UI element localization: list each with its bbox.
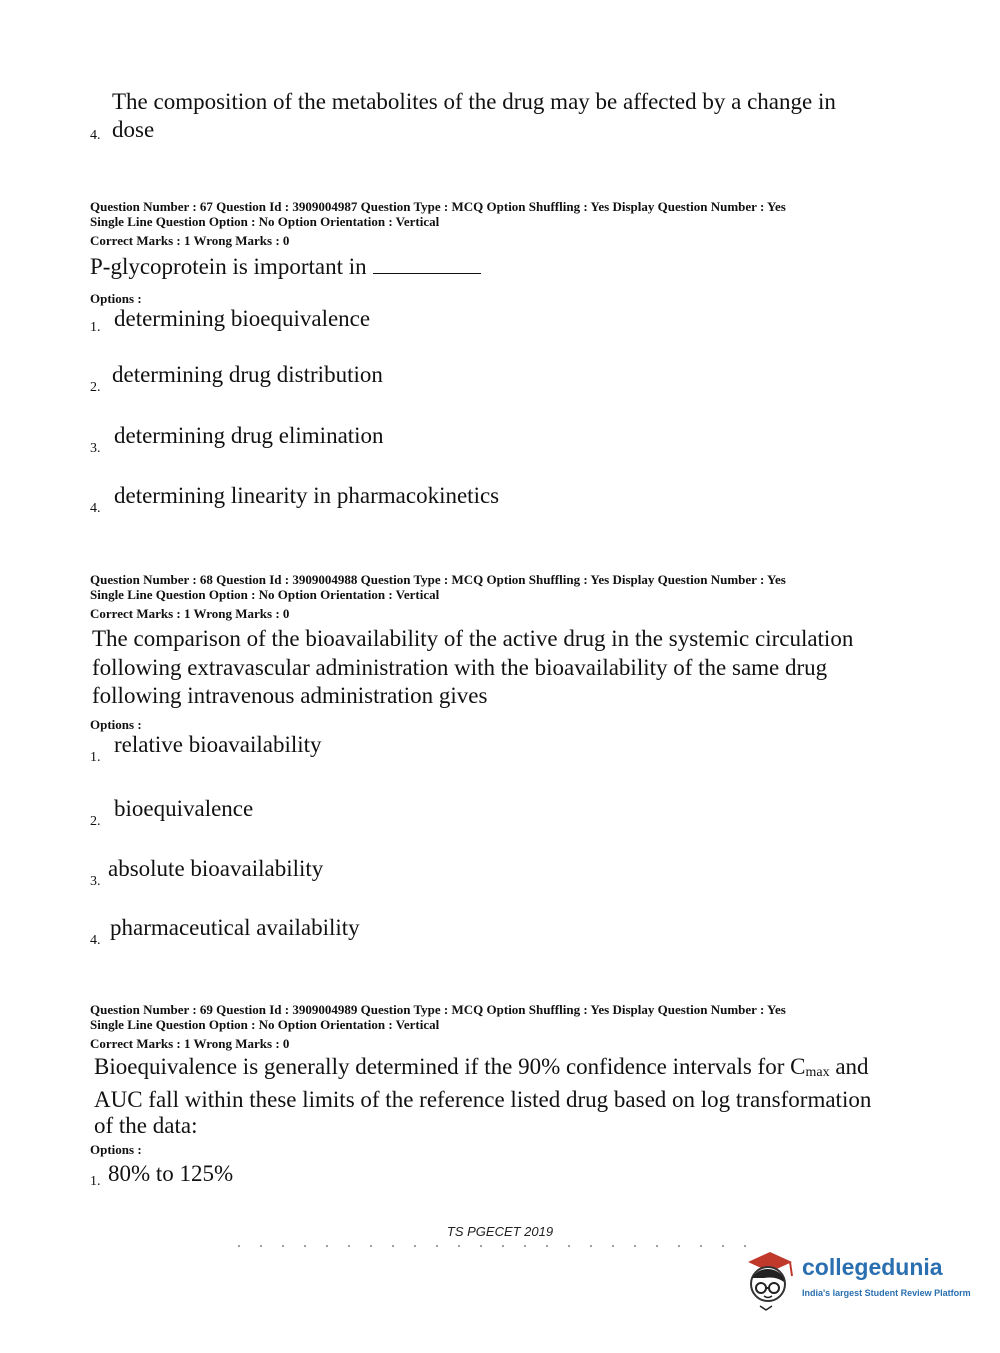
options-label: Options :: [90, 291, 142, 306]
meta-line-2: Single Line Question Option : No Option Orientation : Vertical: [90, 587, 440, 602]
meta-line-2: Single Line Question Option : No Option Orientation : Vertical: [90, 1017, 440, 1032]
meta-line-1: Question Number : 67 Question Id : 3909004987 Question Type : MCQ Option Shuffling : Yes Display Question Number : Yes: [90, 199, 786, 214]
question-meta: [90, 1002, 786, 1032]
question-text-part2: and AUC fall within these limits of the reference listed drug based on log transformation of the data:: [94, 1054, 872, 1138]
question-meta: [90, 199, 786, 229]
marks-line: Correct Marks : 1 Wrong Marks : 0: [90, 1036, 290, 1051]
option-number: 4.: [90, 501, 101, 516]
marks-line: Correct Marks : 1 Wrong Marks : 0: [90, 606, 290, 621]
option-2[interactable]: [88, 362, 908, 402]
question-text-part1: Bioequivalence is generally determined if the 90% confidence intervals for C: [94, 1054, 806, 1079]
logo-wordmark: collegedunia: [802, 1254, 943, 1280]
option-text: bioequivalence: [114, 796, 254, 821]
option-1[interactable]: [88, 306, 908, 346]
option-text: determining bioequivalence: [114, 306, 371, 331]
option-text-line2: dose: [112, 117, 155, 142]
option-number: 1.: [90, 750, 101, 765]
option-number: 3.: [90, 441, 101, 456]
option-text: pharmaceutical availability: [110, 915, 360, 940]
options-label: Options :: [90, 717, 142, 732]
question-text-body: P-glycoprotein is important in: [90, 254, 367, 279]
option-3[interactable]: [88, 856, 908, 896]
logo-tagline: India's largest Student Review Platform: [802, 1288, 971, 1298]
meta-line-2: Single Line Question Option : No Option Orientation : Vertical: [90, 214, 440, 229]
footer-exam-title: TS PGECET 2019: [446, 1224, 554, 1239]
option-2[interactable]: [88, 796, 908, 836]
marks-line: Correct Marks : 1 Wrong Marks : 0: [90, 233, 290, 248]
question-text: [94, 1054, 894, 1140]
option-text: determining drug distribution: [112, 362, 383, 387]
option-number: 2.: [90, 380, 101, 395]
collegedunia-logo[interactable]: [740, 1248, 970, 1314]
question-meta: [90, 572, 786, 602]
question-text: The comparison of the bioavailability of the active drug in the systemic circulation following extravascular administration with the bioavailability of the same drug following intravenous administration gives: [92, 626, 854, 708]
options-label: Options :: [90, 1142, 142, 1157]
meta-line-1: Question Number : 68 Question Id : 3909004988 Question Type : MCQ Option Shuffling : Yes Display Question Number : Yes: [90, 572, 786, 587]
meta-line-1: Question Number : 69 Question Id : 3909004989 Question Type : MCQ Option Shuffling : Yes Display Question Number : Yes: [90, 1002, 786, 1017]
option-number: 1.: [90, 1174, 101, 1189]
prev-option-4: [88, 88, 908, 148]
option-number: 3.: [90, 874, 101, 889]
option-number: 1.: [90, 320, 101, 335]
question-text-subscript: max: [805, 1065, 830, 1080]
option-number: 2.: [90, 814, 101, 829]
answer-blank: [373, 273, 481, 274]
option-text: absolute bioavailability: [108, 856, 324, 881]
option-text: determining drug elimination: [114, 423, 384, 448]
option-1[interactable]: [88, 732, 908, 772]
option-text: determining linearity in pharmacokinetics: [114, 483, 500, 508]
mascot-icon: [740, 1248, 800, 1314]
option-text: relative bioavailability: [114, 732, 322, 757]
option-number: 4.: [90, 128, 101, 143]
footer-divider: [238, 1245, 758, 1247]
option-text-line1: The composition of the metabolites of the drug may be affected by a change in: [112, 89, 836, 114]
option-text: [112, 88, 836, 144]
option-4[interactable]: [88, 915, 908, 955]
option-number: 4.: [90, 933, 101, 948]
option-text: 80% to 125%: [108, 1161, 234, 1186]
question-text: [90, 253, 910, 282]
option-1[interactable]: [88, 1161, 908, 1201]
option-3[interactable]: [88, 423, 908, 463]
option-4[interactable]: [88, 483, 908, 523]
